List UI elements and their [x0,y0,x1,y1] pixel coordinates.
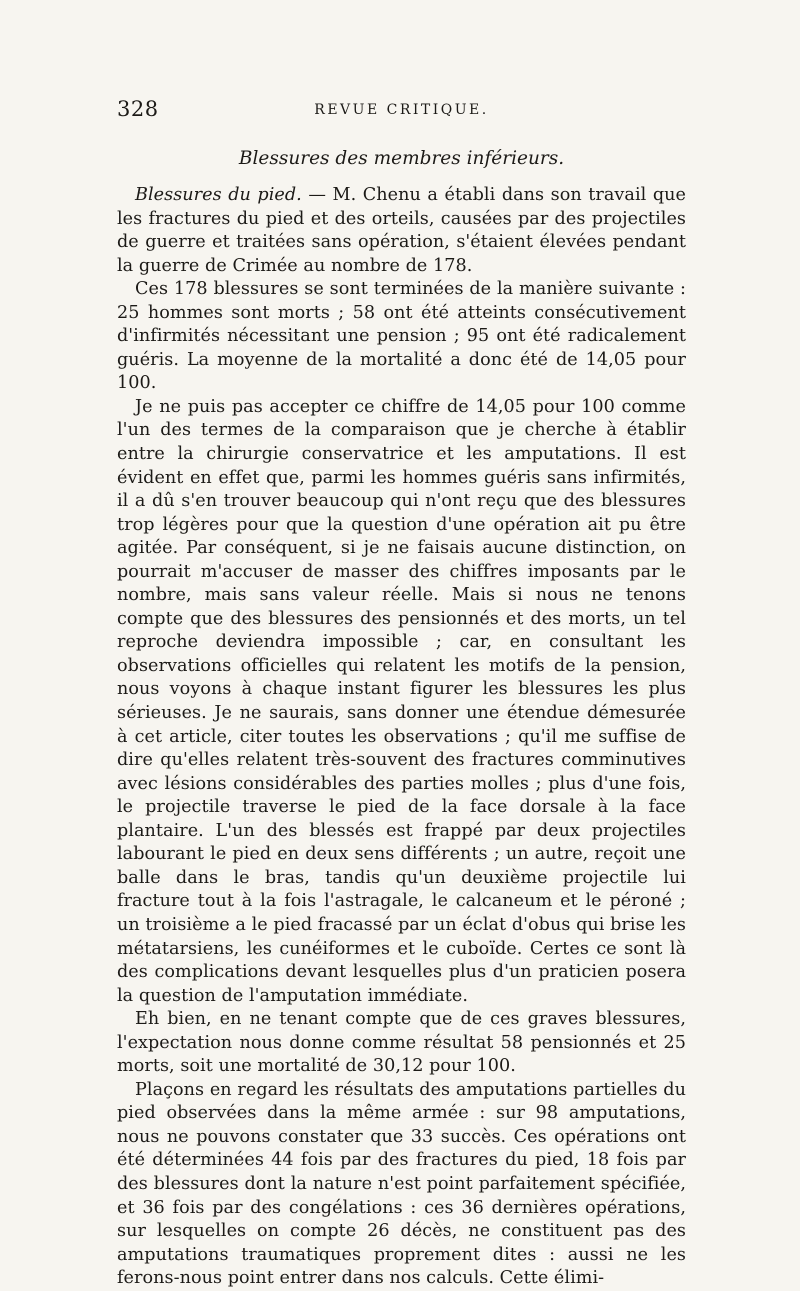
body-text [117,184,686,1291]
paragraph-3: Je ne puis pas accepter ce chiffre de 14,05 pour 100 comme l'un des termes de la comparaison que je cherche à établir entre la chirurgie conservatrice et les amputations. Il est évident en effet que, parmi les hommes guéris sans infirmités, il a dû s'en trouver beaucoup qui n'ont reçu que des blessures trop légères pour que la question d'une opération ait pu être agitée. Par conséquent, si je ne faisais aucune distinction, on pourrait m'accuser de masser des chiffres imposants par le nombre, mais sans valeur réelle. Mais si nous ne tenons compte que des blessures des pensionnés et des morts, un tel reproche deviendra impossible ; car, en consultant les observations officielles qui relatent les motifs de la pension, nous voyons à chaque instant figurer les blessures les plus sérieuses. Je ne saurais, sans donner une étendue démesurée à cet article, citer toutes les observations ; qu'il me suffise de dire qu'elles relatent très-souvent des fractures comminutives avec lésions considérables des parties molles ; plus d'une fois, le projectile traverse le pied de la face dorsale à la face plantaire. L'un des blessés est frappé par deux projectiles labourant le pied en deux sens différents ; un autre, reçoit une balle dans le bras, tandis qu'un deuxième projectile lui fracture tout à la fois l'astragale, le calcaneum et le péroné ; un troisième a le pied fracassé par un éclat d'obus qui brise les métatarsiens, les cunéiformes et le cuboïde. Certes ce sont là des complications devant lesquelles plus d'un praticien posera la question de l'amputation immédiate. [117,396,686,1006]
paragraph-text: — M. Chenu a établi dans son travail que les fractures du pied et des orteils, causées par des projectiles de guerre et traitées sans opération, s'étaient élevées pendant la guerre de Crimée au nombre de 178. [117,185,686,276]
section-title: Blessures des membres inférieurs. [238,148,565,169]
paragraph-4: Eh bien, en ne tenant compte que de ces graves blessures, l'expectation nous donne comme résultat 58 pensionnés et 25 morts, soit une mortalité de 30,12 pour 100. [117,1009,686,1077]
paragraph-2: Ces 178 blessures se sont terminées de la manière suivante : 25 hommes sont morts ; 58 ont été atteints consécutivement d'infirmités nécessitant une pension ; 95 ont été radicalement guéris. La moyenne de la mortalité a donc été de 14,05 pour 100. [117,279,686,394]
page-header [117,97,686,127]
running-head: REVUE CRITIQUE. [314,102,489,118]
paragraph-lead-in: Blessures du pied. [135,185,302,205]
paragraph-1 [117,184,686,278]
page-number: 328 [117,97,159,121]
paragraph-5: Plaçons en regard les résultats des amputations partielles du pied observées dans la même armée : sur 98 amputations, nous ne pouvons constater que 33 succès. Ces opérations ont été déterminées 44 fois par des fractures du pied, 18 fois par des blessures dont la nature n'est point parfaitement spécifiée, et 36 fois par des congélations : ces 36 dernières opérations, sur lesquelles on compte 26 décès, ne constituent pas des amputations traumatiques proprement dites : aussi ne les ferons-nous point entrer dans nos calculs. Cette élimi- [117,1079,686,1289]
